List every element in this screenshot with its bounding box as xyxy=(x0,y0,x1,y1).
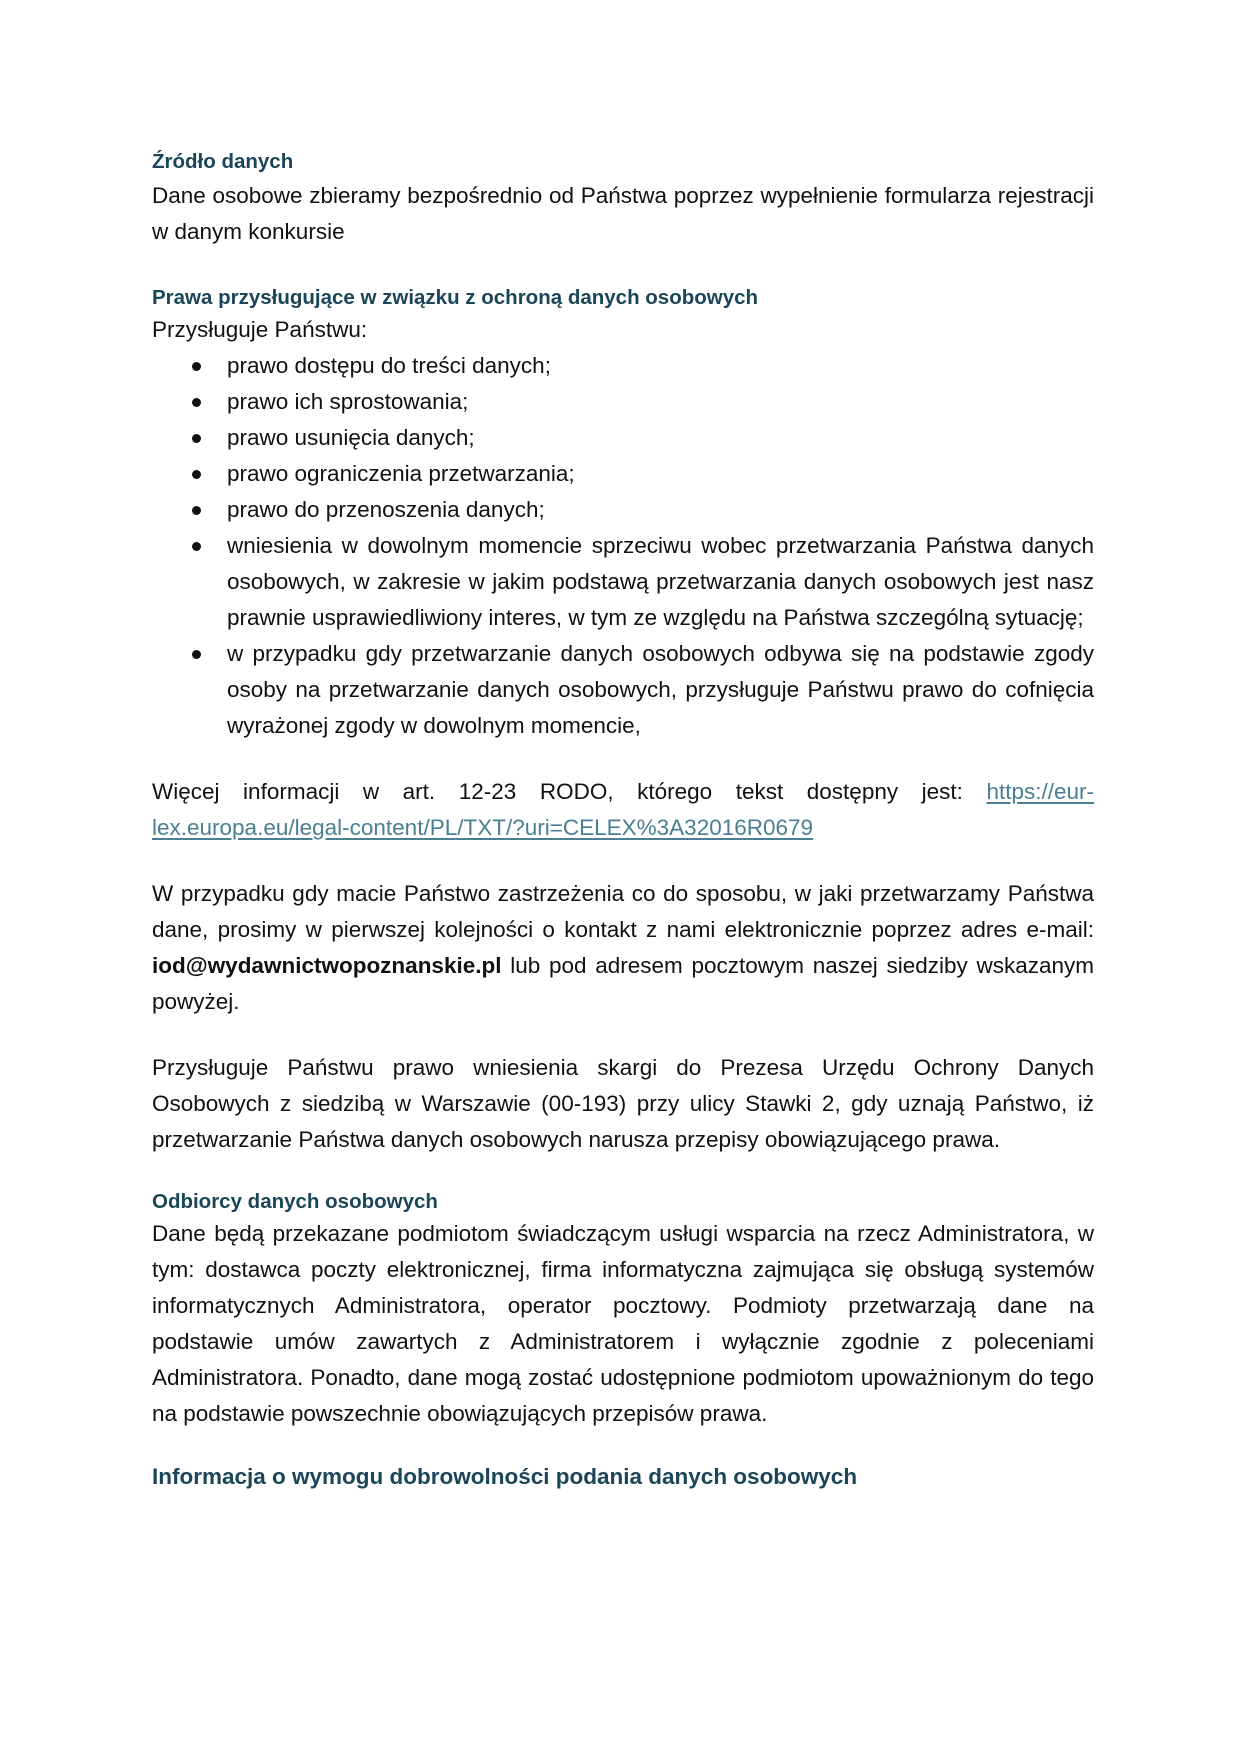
rights-list-item xyxy=(152,636,1094,744)
bullet-icon xyxy=(192,470,201,479)
rights-list-item xyxy=(152,528,1094,636)
recipients-text: Dane będą przekazane podmiotom świadczącym usługi wsparcia na rzecz Administratora, w tym: dostawca poczty elektronicznej, firma informatyczna zajmująca się obsługą systemów informatycznych Administratora, operator pocztowy. Podmioty przetwarzają dane na podstawie umów zawartych z Administratorem i wyłącznie zgodnie z poleceniami Administratora. Ponadto, dane mogą zostać udostępnione podmiotom upoważnionym do tego na podstawie powszechnie obowiązujących przepisów prawa. xyxy=(152,1221,1094,1426)
objections-text-after: lub pod adresem pocztowym naszej siedziby wskazanym powyżej. xyxy=(152,953,1094,1014)
bullet-icon xyxy=(192,542,201,551)
rights-item-text: prawo usunięcia danych; xyxy=(227,425,475,450)
heading-rights: Prawa przysługujące w związku z ochroną danych osobowych xyxy=(152,286,759,309)
rights-list-item xyxy=(152,384,1094,420)
heading-recipients: Odbiorcy danych osobowych xyxy=(152,1190,438,1213)
heading-voluntary: Informacja o wymogu dobrowolności podania danych osobowych xyxy=(152,1464,858,1489)
complaint-paragraph: Przysługuje Państwu prawo wniesienia skargi do Prezesa Urzędu Ochrony Danych Osobowych z siedzibą w Warszawie (00-193) przy ulicy Stawki 2, gdy uznają Państwo, iż przetwarzanie Państwa danych osobowych narusza przepisy obowiązującego prawa. xyxy=(152,1055,1094,1152)
rights-item-text: prawo ich sprostowania; xyxy=(227,389,469,414)
data-source-text: Dane osobowe zbieramy bezpośrednio od Państwa poprzez wypełnienie formularza rejestracji w danym konkursie xyxy=(152,183,1094,244)
rights-item-text: prawo do przenoszenia danych; xyxy=(227,497,545,522)
rights-list-item xyxy=(152,348,1094,384)
objections-text-before: W przypadku gdy macie Państwo zastrzeżenia co do sposobu, w jaki przetwarzamy Państwa dane, prosimy w pierwszej kolejności o kontakt z nami elektronicznie poprzez adres e-mail: xyxy=(152,881,1094,942)
bullet-icon xyxy=(192,398,201,407)
rights-list-item xyxy=(152,420,1094,456)
document-page xyxy=(152,148,1094,1492)
more-info-paragraph xyxy=(152,774,1094,846)
rights-list-item xyxy=(152,492,1094,528)
rights-item-text: w przypadku gdy przetwarzanie danych osobowych odbywa się na podstawie zgody osoby na przetwarzanie danych osobowych, przysługuje Państwu prawo do cofnięcia wyrażonej zgody w dowolnym momencie, xyxy=(227,641,1094,738)
rights-list xyxy=(152,348,1094,744)
rodo-link[interactable]: https://eur-lex.europa.eu/legal-content/PL/TXT/?uri=CELEX%3A32016R0679 xyxy=(152,779,1094,840)
bullet-icon xyxy=(192,506,201,515)
email-address: iod@wydawnictwopoznanskie.pl xyxy=(152,953,502,978)
objections-paragraph xyxy=(152,876,1094,1020)
rights-item-text: prawo ograniczenia przetwarzania; xyxy=(227,461,575,486)
bullet-icon xyxy=(192,362,201,371)
rights-list-item xyxy=(152,456,1094,492)
heading-data-source: Źródło danych xyxy=(152,150,294,173)
bullet-icon xyxy=(192,650,201,659)
bullet-icon xyxy=(192,434,201,443)
rights-intro: Przysługuje Państwu: xyxy=(152,317,368,342)
more-info-text: Więcej informacji w art. 12-23 RODO, którego tekst dostępny jest: xyxy=(152,779,987,804)
rights-item-text: prawo dostępu do treści danych; xyxy=(227,353,551,378)
rights-item-text: wniesienia w dowolnym momencie sprzeciwu wobec przetwarzania Państwa danych osobowych, w zakresie w jakim podstawą przetwarzania danych osobowych jest nasz prawnie usprawiedliwiony interes, w tym ze względu na Państwa szczególną sytuację; xyxy=(227,533,1094,630)
